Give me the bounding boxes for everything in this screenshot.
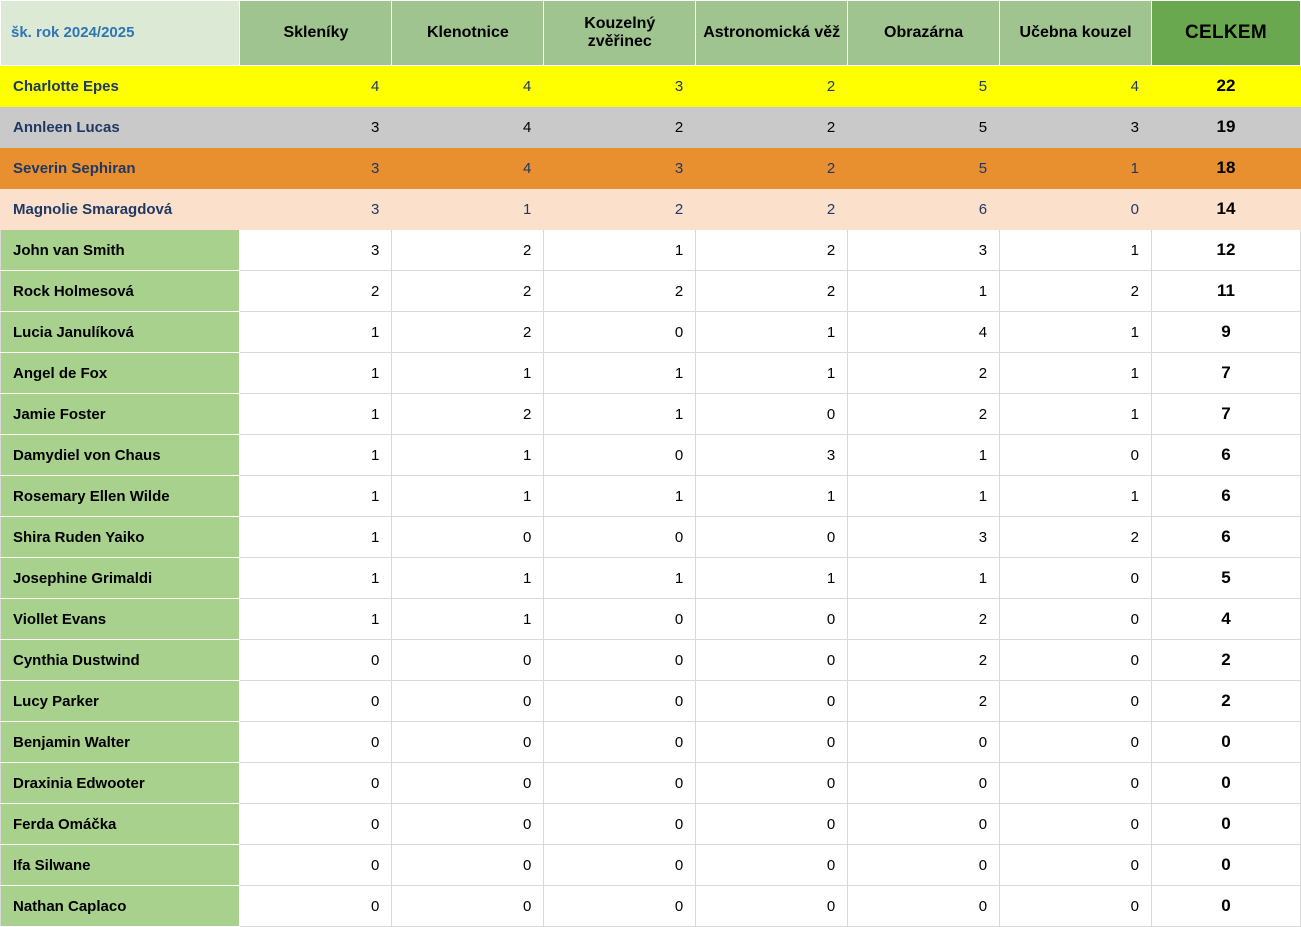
row-value-4: 0 [848, 763, 1000, 804]
row-total: 0 [1152, 845, 1301, 886]
row-value-2: 0 [544, 845, 696, 886]
row-student-name: Shira Ruden Yaiko [1, 517, 240, 558]
row-value-1: 0 [392, 640, 544, 681]
row-total: 19 [1152, 107, 1301, 148]
row-value-1: 1 [392, 558, 544, 599]
row-value-1: 0 [392, 722, 544, 763]
row-total: 14 [1152, 189, 1301, 230]
row-student-name: Annleen Lucas [1, 107, 240, 148]
row-value-3: 2 [696, 271, 848, 312]
row-value-3: 2 [696, 230, 848, 271]
row-value-0: 0 [240, 763, 392, 804]
row-value-5: 0 [1000, 189, 1152, 230]
row-value-0: 3 [240, 148, 392, 189]
row-student-name: Rosemary Ellen Wilde [1, 476, 240, 517]
row-value-4: 2 [848, 681, 1000, 722]
row-value-0: 0 [240, 845, 392, 886]
row-total: 7 [1152, 394, 1301, 435]
row-value-3: 3 [696, 435, 848, 476]
row-student-name: Ferda Omáčka [1, 804, 240, 845]
row-value-4: 1 [848, 435, 1000, 476]
row-student-name: Nathan Caplaco [1, 886, 240, 927]
row-value-0: 1 [240, 476, 392, 517]
row-value-3: 0 [696, 804, 848, 845]
row-value-4: 0 [848, 722, 1000, 763]
row-value-1: 1 [392, 353, 544, 394]
table-row [1, 312, 1301, 353]
table-row [1, 148, 1301, 189]
row-value-3: 1 [696, 353, 848, 394]
row-value-4: 1 [848, 476, 1000, 517]
table-row [1, 230, 1301, 271]
row-value-2: 1 [544, 476, 696, 517]
row-value-1: 2 [392, 271, 544, 312]
table-row [1, 271, 1301, 312]
row-student-name: Severin Sephiran [1, 148, 240, 189]
header-col-3: Astronomická věž [696, 1, 848, 66]
row-student-name: Magnolie Smaragdová [1, 189, 240, 230]
row-value-2: 2 [544, 107, 696, 148]
row-value-2: 3 [544, 66, 696, 107]
row-value-4: 3 [848, 230, 1000, 271]
table-row [1, 66, 1301, 107]
row-value-4: 0 [848, 845, 1000, 886]
row-value-0: 1 [240, 312, 392, 353]
row-value-5: 1 [1000, 394, 1152, 435]
row-value-5: 0 [1000, 558, 1152, 599]
table-row [1, 763, 1301, 804]
row-value-1: 2 [392, 394, 544, 435]
row-total: 5 [1152, 558, 1301, 599]
row-value-2: 0 [544, 312, 696, 353]
header-col-2: Kouzelný zvěřinec [544, 1, 696, 66]
row-value-1: 1 [392, 599, 544, 640]
row-value-0: 1 [240, 599, 392, 640]
row-total: 11 [1152, 271, 1301, 312]
row-value-2: 3 [544, 148, 696, 189]
row-value-1: 4 [392, 148, 544, 189]
row-total: 2 [1152, 681, 1301, 722]
row-value-2: 2 [544, 189, 696, 230]
row-student-name: Lucia Janulíková [1, 312, 240, 353]
row-value-3: 0 [696, 517, 848, 558]
row-value-5: 0 [1000, 640, 1152, 681]
row-value-5: 2 [1000, 271, 1152, 312]
header-col-1: Klenotnice [392, 1, 544, 66]
header-school-year: šk. rok 2024/2025 [1, 1, 240, 66]
table-row [1, 517, 1301, 558]
row-value-2: 0 [544, 599, 696, 640]
row-value-1: 0 [392, 681, 544, 722]
row-value-0: 1 [240, 435, 392, 476]
row-value-0: 4 [240, 66, 392, 107]
row-value-0: 1 [240, 558, 392, 599]
row-value-3: 2 [696, 189, 848, 230]
row-value-5: 0 [1000, 804, 1152, 845]
header-col-5: Učebna kouzel [1000, 1, 1152, 66]
row-value-4: 5 [848, 107, 1000, 148]
row-value-5: 3 [1000, 107, 1152, 148]
row-student-name: Ifa Silwane [1, 845, 240, 886]
table-row [1, 435, 1301, 476]
table-header [1, 1, 1301, 66]
row-value-3: 0 [696, 681, 848, 722]
row-total: 4 [1152, 599, 1301, 640]
table-row [1, 353, 1301, 394]
row-value-3: 0 [696, 394, 848, 435]
row-value-0: 1 [240, 394, 392, 435]
row-value-5: 0 [1000, 886, 1152, 927]
row-value-5: 0 [1000, 435, 1152, 476]
row-value-4: 1 [848, 558, 1000, 599]
row-value-1: 0 [392, 886, 544, 927]
row-value-1: 2 [392, 230, 544, 271]
row-value-2: 0 [544, 640, 696, 681]
table-row [1, 107, 1301, 148]
row-value-0: 0 [240, 804, 392, 845]
row-value-0: 3 [240, 230, 392, 271]
row-value-5: 1 [1000, 312, 1152, 353]
row-value-1: 4 [392, 107, 544, 148]
header-total: CELKEM [1152, 1, 1301, 66]
row-value-1: 0 [392, 517, 544, 558]
row-value-4: 2 [848, 640, 1000, 681]
row-total: 0 [1152, 763, 1301, 804]
row-value-1: 0 [392, 763, 544, 804]
row-value-0: 0 [240, 886, 392, 927]
header-row [1, 1, 1301, 66]
row-value-0: 0 [240, 640, 392, 681]
table-row [1, 845, 1301, 886]
row-value-0: 0 [240, 722, 392, 763]
row-value-4: 2 [848, 394, 1000, 435]
row-value-3: 0 [696, 845, 848, 886]
table-row [1, 804, 1301, 845]
row-value-2: 1 [544, 230, 696, 271]
row-total: 6 [1152, 476, 1301, 517]
row-value-0: 1 [240, 517, 392, 558]
row-total: 18 [1152, 148, 1301, 189]
row-value-3: 0 [696, 886, 848, 927]
table-row [1, 189, 1301, 230]
row-value-5: 0 [1000, 763, 1152, 804]
table-row [1, 476, 1301, 517]
row-value-3: 0 [696, 640, 848, 681]
header-col-4: Obrazárna [848, 1, 1000, 66]
table-body [1, 66, 1301, 927]
row-value-2: 1 [544, 353, 696, 394]
row-student-name: Damydiel von Chaus [1, 435, 240, 476]
row-value-4: 0 [848, 886, 1000, 927]
row-value-4: 3 [848, 517, 1000, 558]
row-total: 6 [1152, 435, 1301, 476]
row-value-2: 0 [544, 763, 696, 804]
row-total: 12 [1152, 230, 1301, 271]
row-value-5: 1 [1000, 353, 1152, 394]
row-value-3: 2 [696, 107, 848, 148]
row-student-name: Rock Holmesová [1, 271, 240, 312]
row-value-3: 0 [696, 722, 848, 763]
row-value-3: 1 [696, 558, 848, 599]
row-value-1: 2 [392, 312, 544, 353]
row-value-0: 3 [240, 107, 392, 148]
row-value-2: 1 [544, 394, 696, 435]
row-value-1: 1 [392, 476, 544, 517]
row-value-0: 3 [240, 189, 392, 230]
row-student-name: John van Smith [1, 230, 240, 271]
row-total: 0 [1152, 886, 1301, 927]
table-row [1, 394, 1301, 435]
row-value-4: 5 [848, 148, 1000, 189]
row-total: 6 [1152, 517, 1301, 558]
row-value-5: 4 [1000, 66, 1152, 107]
row-value-2: 1 [544, 558, 696, 599]
row-value-3: 1 [696, 312, 848, 353]
row-student-name: Jamie Foster [1, 394, 240, 435]
row-value-1: 4 [392, 66, 544, 107]
row-value-4: 2 [848, 599, 1000, 640]
row-value-1: 1 [392, 189, 544, 230]
row-student-name: Angel de Fox [1, 353, 240, 394]
row-value-2: 0 [544, 681, 696, 722]
row-student-name: Cynthia Dustwind [1, 640, 240, 681]
row-value-5: 0 [1000, 845, 1152, 886]
table-row [1, 886, 1301, 927]
row-value-5: 0 [1000, 681, 1152, 722]
row-total: 0 [1152, 722, 1301, 763]
row-value-2: 2 [544, 271, 696, 312]
row-total: 2 [1152, 640, 1301, 681]
row-value-4: 6 [848, 189, 1000, 230]
row-total: 9 [1152, 312, 1301, 353]
row-total: 22 [1152, 66, 1301, 107]
row-value-4: 1 [848, 271, 1000, 312]
row-total: 7 [1152, 353, 1301, 394]
row-value-5: 2 [1000, 517, 1152, 558]
row-value-4: 2 [848, 353, 1000, 394]
row-value-2: 0 [544, 435, 696, 476]
row-value-3: 1 [696, 476, 848, 517]
row-student-name: Josephine Grimaldi [1, 558, 240, 599]
row-value-5: 1 [1000, 230, 1152, 271]
row-value-1: 0 [392, 845, 544, 886]
row-value-0: 1 [240, 353, 392, 394]
row-value-3: 2 [696, 66, 848, 107]
row-value-5: 0 [1000, 599, 1152, 640]
row-value-5: 1 [1000, 476, 1152, 517]
row-value-3: 2 [696, 148, 848, 189]
row-value-3: 0 [696, 763, 848, 804]
row-student-name: Lucy Parker [1, 681, 240, 722]
table-row [1, 558, 1301, 599]
row-value-1: 1 [392, 435, 544, 476]
row-total: 0 [1152, 804, 1301, 845]
row-student-name: Charlotte Epes [1, 66, 240, 107]
row-value-4: 5 [848, 66, 1000, 107]
row-student-name: Viollet Evans [1, 599, 240, 640]
row-value-4: 4 [848, 312, 1000, 353]
table-row [1, 681, 1301, 722]
row-value-2: 0 [544, 886, 696, 927]
row-value-1: 0 [392, 804, 544, 845]
row-value-3: 0 [696, 599, 848, 640]
header-col-0: Skleníky [240, 1, 392, 66]
row-value-5: 1 [1000, 148, 1152, 189]
table-row [1, 722, 1301, 763]
row-value-5: 0 [1000, 722, 1152, 763]
row-value-2: 0 [544, 804, 696, 845]
row-value-4: 0 [848, 804, 1000, 845]
row-value-2: 0 [544, 722, 696, 763]
table-row [1, 640, 1301, 681]
row-value-0: 2 [240, 271, 392, 312]
row-value-0: 0 [240, 681, 392, 722]
table-row [1, 599, 1301, 640]
row-student-name: Draxinia Edwooter [1, 763, 240, 804]
row-value-2: 0 [544, 517, 696, 558]
row-student-name: Benjamin Walter [1, 722, 240, 763]
